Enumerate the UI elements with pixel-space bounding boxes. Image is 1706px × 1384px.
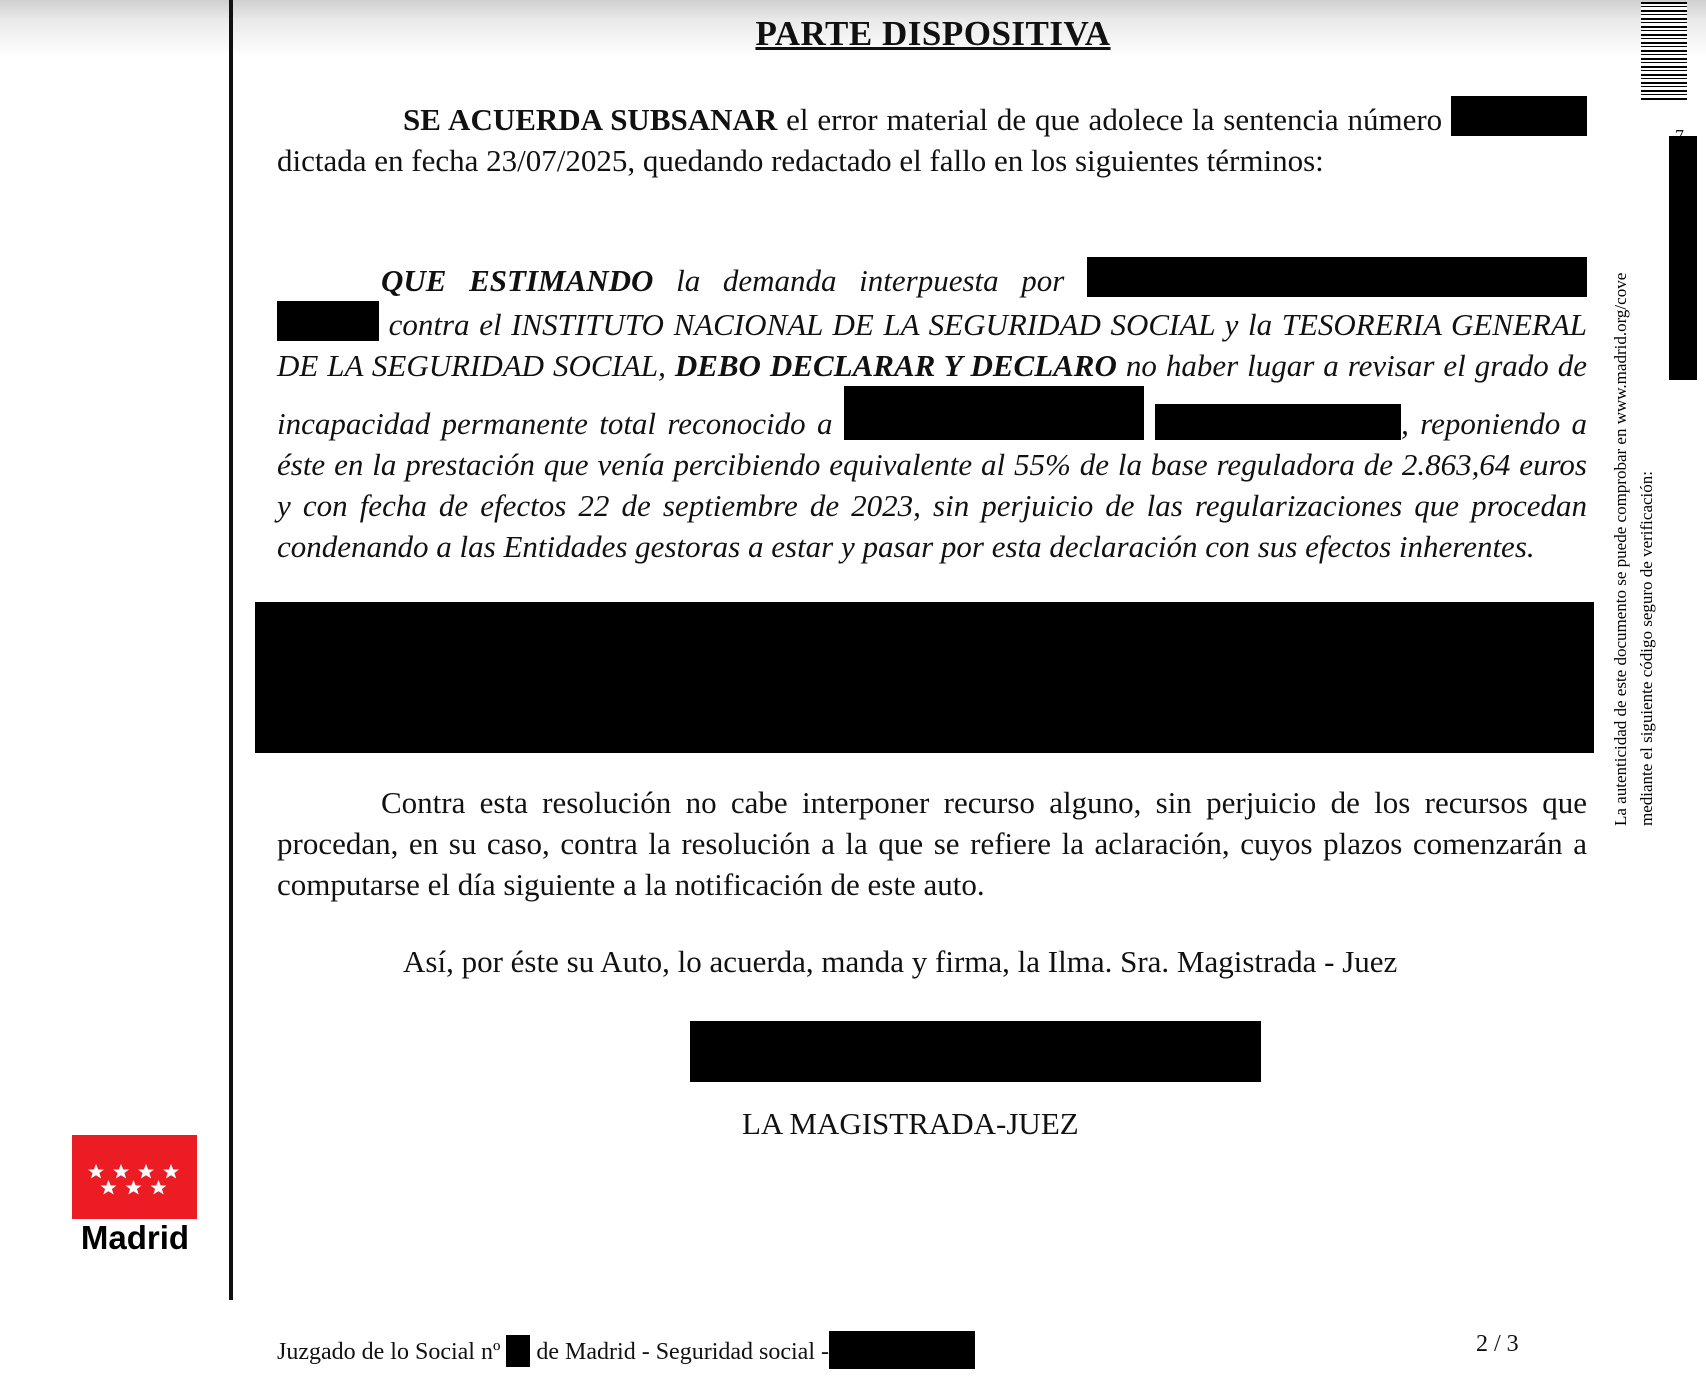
bold-lead-estimando: QUE ESTIMANDO [381, 263, 654, 298]
paragraph1-text-b: dictada en fecha 23/07/2025, quedando redactado el fallo en los siguientes términos: [277, 143, 1324, 178]
redacted-beneficiary-name-cont [1155, 404, 1401, 440]
madrid-logo [72, 1135, 197, 1219]
redacted-beneficiary-name [844, 386, 1144, 440]
paragraph2-text-c: no haber lugar a revisar el grado de incapacidad permanente total reconocido a [277, 348, 1587, 441]
redacted-plaintiff-name [1087, 257, 1587, 297]
paragraph-fallo [277, 257, 1587, 567]
signature-role: LA MAGISTRADA-JUEZ [742, 1106, 1079, 1141]
paragraph3-text: Contra esta resolución no cabe interponer recurso alguno, sin perjuicio de los recursos que procedan, en su caso, contra la resolución a la que se refiere la aclaración, cuyos plazos comenzarán a computarse el día siguiente a la notificación de este auto. [277, 785, 1587, 902]
paragraph1-text-a: el error material de que adolece la sentencia número [777, 102, 1452, 137]
margin-rule [229, 0, 233, 1300]
footer-court-a: Juzgado de lo Social nº [277, 1339, 501, 1365]
verification-line-2: mediante el siguiente código seguro de verificación: [1637, 471, 1656, 826]
footer-court-b: de Madrid - Seguridad social - [536, 1339, 829, 1365]
paragraph-recurso [277, 782, 1587, 905]
verification-line-1: La autenticidad de este documento se puede comprobar en www.madrid.org/cove [1611, 272, 1630, 826]
stars-icon [72, 1135, 197, 1219]
barcode [1641, 2, 1687, 102]
redacted-block [255, 602, 1594, 753]
redacted-plaintiff-name-cont [277, 301, 379, 341]
redacted-signature-name [690, 1021, 1261, 1082]
paragraph-subsanar [277, 96, 1587, 181]
redacted-court-number [506, 1335, 530, 1367]
paragraph2-text-b: contra el INSTITUTO NACIONAL DE LA SEGURIDAD SOCIAL y la TESORERIA GENERAL DE LA SEGURIDAD SOCIAL, [277, 307, 1587, 383]
redacted-verification-code [1669, 136, 1697, 380]
redacted-sentence-number [1451, 96, 1587, 136]
paragraph2-text-a: la demanda interpuesta por [653, 263, 1088, 298]
bold-declaro: DEBO DECLARAR Y DECLARO [674, 348, 1117, 383]
footer-court [277, 1331, 975, 1369]
bold-lead-subsanar: SE ACUERDA SUBSANAR [403, 102, 778, 137]
paragraph2-text-d: , reponiendo a éste en la prestación que venía percibiendo equivalente al 55% de la base reguladora de 2.863,64 euros y con fecha de efectos 22 de septiembre de 2023, sin perjuicio de las regularizaciones que procedan condenando a las Entidades gestoras a estar y pasar por esta declaración con sus efectos inherentes. [277, 406, 1588, 564]
redacted-case-number [829, 1331, 975, 1369]
madrid-logo-text: Madrid [80, 1219, 190, 1256]
closing-statement: Así, por éste su Auto, lo acuerda, manda y firma, la Ilma. Sra. Magistrada - Juez [403, 944, 1398, 979]
page-title: PARTE DISPOSITIVA [755, 14, 1111, 53]
page-number: 2 / 3 [1476, 1331, 1519, 1357]
